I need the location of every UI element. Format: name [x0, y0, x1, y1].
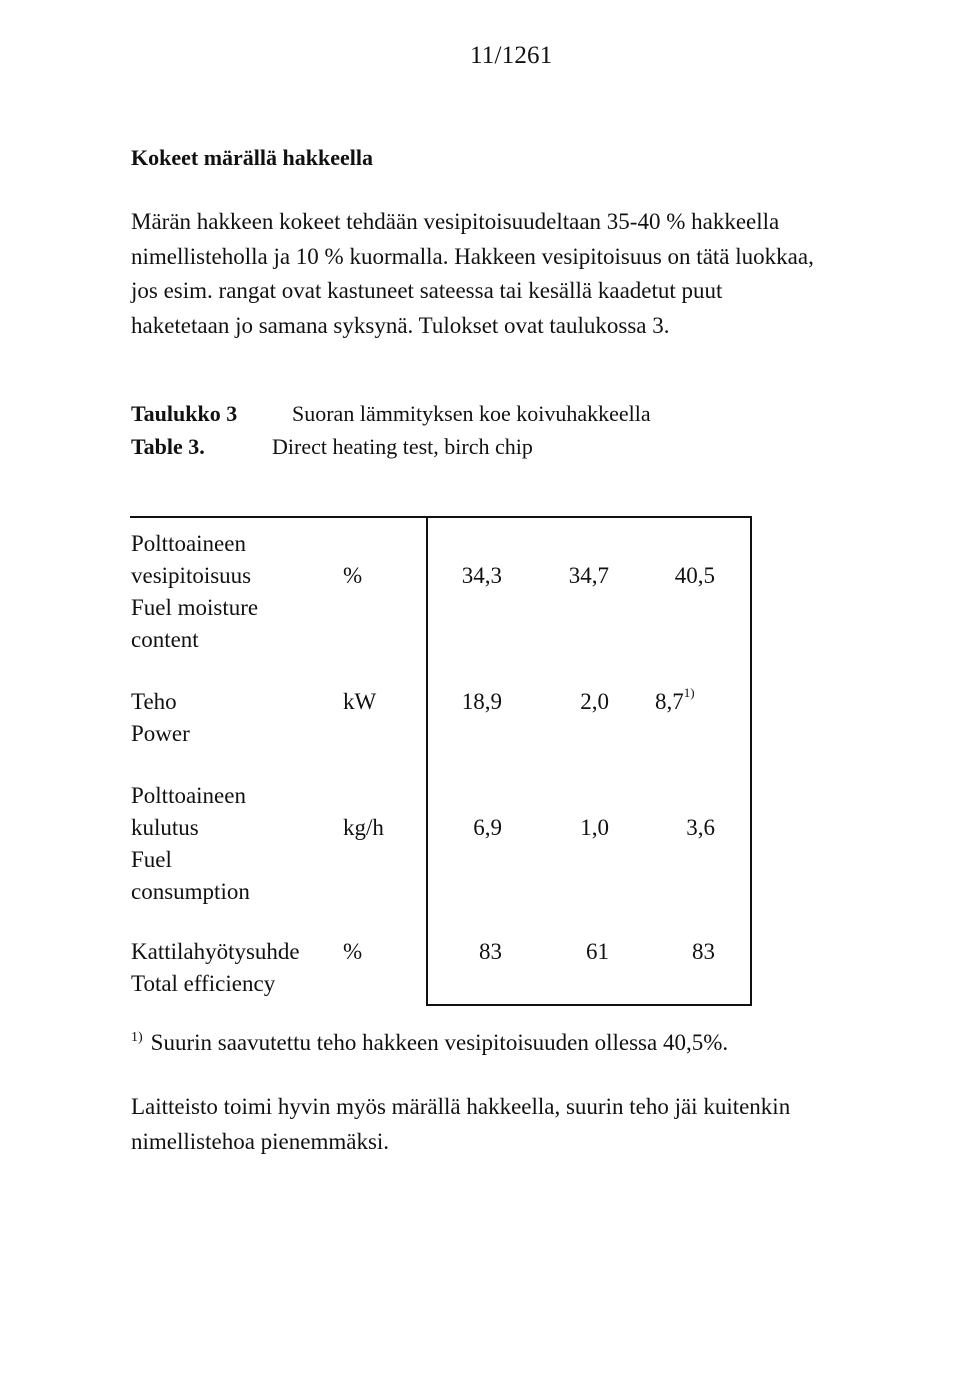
row-label-line: Fuel moisture: [131, 595, 259, 620]
footnote-mark: 1): [131, 1030, 143, 1045]
cell-power-1: 18,9: [461, 689, 502, 714]
closing-line: nimellistehoa pienemmäksi.: [131, 1128, 390, 1154]
row-unit-efficiency: %: [343, 939, 363, 964]
row-label-line: Polttoaineen: [131, 783, 246, 808]
table-bottom-rule: [426, 1004, 752, 1006]
footnote-reference: 1): [683, 685, 695, 701]
row-label-line: content: [131, 627, 199, 652]
cell-moisture-2: 34,7: [568, 563, 609, 588]
row-label-line: Total efficiency: [131, 971, 276, 996]
caption-en-label: Table 3.: [131, 434, 205, 459]
row-label-power: [131, 686, 190, 750]
cell-efficiency-2: 61: [586, 939, 609, 964]
footnote-text: Suurin saavutettu teho hakkeen vesipitoisuuden ollessa 40,5%.: [150, 1030, 729, 1055]
row-label-line: consumption: [131, 879, 250, 904]
closing-line: Laitteisto toimi hyvin myös märällä hakkeella, suurin teho jäi kuitenkin: [131, 1094, 791, 1119]
row-label-line: Power: [131, 721, 190, 746]
caption-en-title: Direct heating test, birch chip: [272, 434, 533, 459]
cell-consumption-2: 1,0: [580, 815, 609, 840]
row-unit-power: kW: [343, 689, 377, 714]
row-label-consumption: [131, 780, 250, 908]
cell-consumption-1: 6,9: [473, 815, 502, 840]
row-label-efficiency: [131, 936, 300, 1000]
cell-moisture-3: 40,5: [674, 563, 715, 588]
row-unit-consumption: kg/h: [343, 815, 384, 840]
footnote: [131, 1030, 728, 1056]
row-label-moisture: [131, 528, 258, 656]
row-label-line: Kattilahyötysuhde: [131, 939, 300, 964]
intro-line: nimellisteholla ja 10 % kuormalla. Hakkeen vesipitoisuus on tätä luokkaa,: [131, 243, 814, 269]
row-label-line: Teho: [131, 689, 177, 714]
cell-efficiency-1: 83: [479, 939, 502, 964]
table-column-rule-right: [750, 517, 752, 1004]
row-label-line: Polttoaineen: [131, 531, 246, 556]
table-caption-fi: [131, 401, 651, 427]
page-number: 11/1261: [470, 42, 553, 69]
caption-fi-label: Taulukko 3: [131, 401, 238, 426]
intro-paragraph: [131, 205, 951, 343]
intro-line: haketetaan jo samana syksynä. Tulokset ovat taulukossa 3.: [131, 312, 670, 338]
table-top-rule: [130, 516, 752, 518]
cell-power-2: 2,0: [580, 689, 609, 714]
cell-moisture-1: 34,3: [461, 563, 502, 588]
row-label-line: kulutus: [131, 815, 199, 840]
row-unit-moisture: %: [343, 563, 363, 588]
cell-power-3-value: 8,7: [655, 689, 684, 714]
row-label-line: Fuel: [131, 847, 172, 872]
caption-fi-title: Suoran lämmityksen koe koivuhakkeella: [292, 401, 651, 426]
section-heading: Kokeet märällä hakkeella: [131, 145, 373, 170]
cell-consumption-3: 3,6: [686, 815, 715, 840]
intro-line: jos esim. rangat ovat kastuneet sateessa tai kesällä kaadetut puut: [131, 278, 723, 303]
intro-line: Märän hakkeen kokeet tehdään vesipitoisuudeltaan 35-40 % hakkeella: [131, 209, 780, 234]
row-label-line: vesipitoisuus: [131, 563, 252, 588]
cell-power-3: [655, 686, 695, 718]
table-caption-en: [131, 434, 533, 460]
closing-paragraph: [131, 1090, 790, 1159]
cell-efficiency-3: 83: [692, 939, 715, 964]
